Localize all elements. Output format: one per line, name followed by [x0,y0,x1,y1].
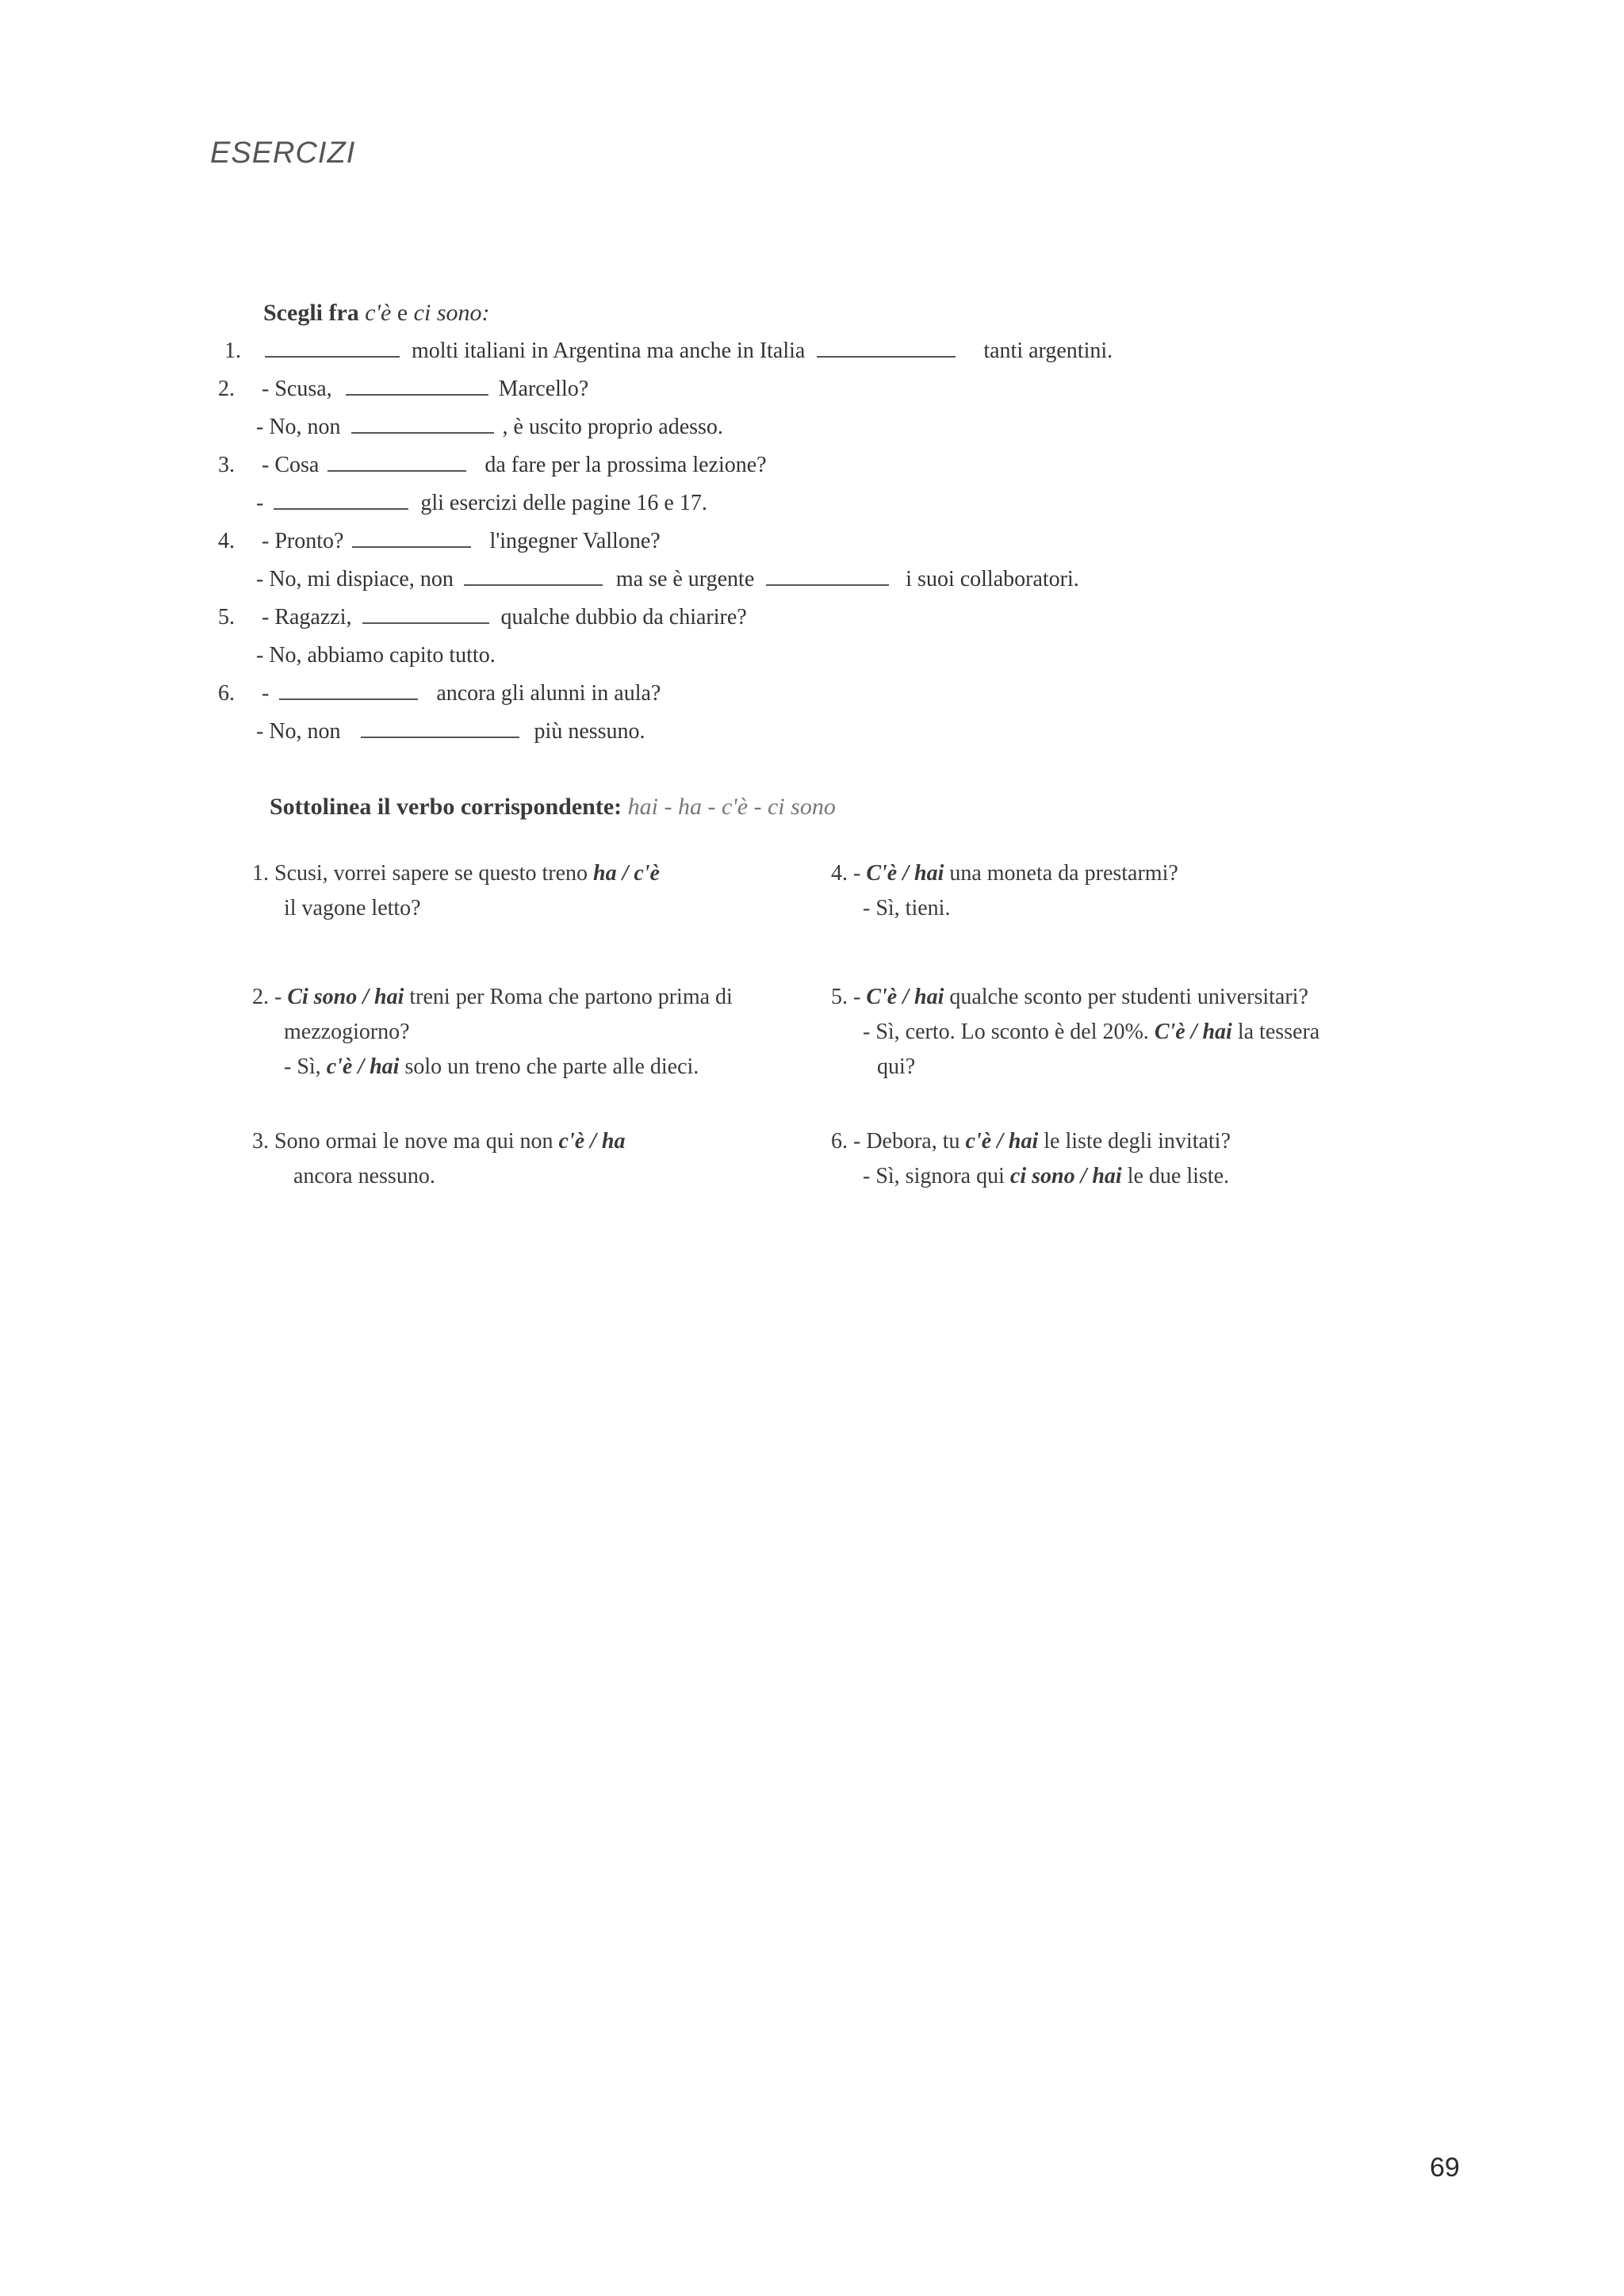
item-number: 2. [218,377,235,401]
item-text: la tessera qui? [877,1020,1320,1079]
exercise2-item-1 [252,856,776,926]
exercise1-line-3 [256,415,723,440]
page-title: ESERCIZI [210,136,356,170]
verb-choice[interactable]: C'è / hai [1154,1020,1232,1044]
exercise1-line-7 [256,567,1079,592]
exercise1-line-6 [218,529,661,554]
item-text: - Sì, [284,1054,321,1079]
section1-heading-text: Scegli fra [263,300,359,326]
item-line-1 [252,980,760,1050]
item-text: 2. - [252,985,282,1009]
item-text: 1. Scusi, vorrei sapere se questo treno [252,861,588,886]
answer-blank[interactable] [351,416,494,434]
answer-blank[interactable] [265,340,400,358]
exercise1-line-8 [218,605,747,630]
item-text: 3. Sono ormai le nove ma qui non [252,1129,553,1154]
line-text: ancora gli alunni in aula? [436,681,661,706]
item-number: 5. [218,605,235,629]
line-text: ma se è urgente [615,567,755,591]
answer-blank[interactable] [327,454,466,472]
item-text: - Sì, certo. Lo sconto è del 20%. [863,1020,1149,1044]
answer-blank[interactable] [274,492,408,510]
section2-heading [270,794,836,821]
verb-choice[interactable]: Ci sono / hai [287,985,404,1009]
answer-blank[interactable] [352,530,471,548]
verb-choice[interactable]: ha / c'è [593,861,660,886]
line-text: - Scusa, [262,377,332,401]
line-text: - Cosa [262,453,320,477]
verb-choice[interactable]: c'è / ha [558,1129,626,1154]
item-number: 1. [224,339,241,363]
line-text: qualche dubbio da chiarire? [500,605,747,629]
item-text: - Sì, tieni. [863,896,951,920]
item-number: 4. [218,529,235,553]
line-text: - No, non [256,719,341,744]
answer-blank[interactable] [362,607,489,624]
exercise1-line-4 [218,453,767,478]
line-text: - Ragazzi, [262,605,352,629]
item-number: 6. [218,681,235,706]
exercise1-line-2 [218,377,588,402]
exercise2-item-3 [252,1124,760,1194]
item-text: 4. - [831,861,861,886]
line-text: i suoi collaboratori. [906,567,1079,591]
exercise1-line-11 [256,719,645,744]
line-text: - [256,491,264,515]
verb-choice[interactable]: ci sono / hai [1009,1164,1122,1188]
answer-blank[interactable] [766,568,889,586]
section2-heading-options: hai - ha - c'è - ci sono [627,794,836,820]
item-line-2 [252,1050,760,1085]
section2-heading-text: Sottolinea il verbo corrispondente: [270,794,622,820]
line-text: , è uscito proprio adesso. [502,415,723,439]
item-text: il vagone letto? [284,896,421,920]
section1-heading [263,300,490,327]
item-text: una moneta da prestarmi? [949,861,1178,886]
item-text: 6. - Debora, tu [831,1129,960,1154]
item-text: 5. - [831,985,861,1009]
line-text: Marcello? [498,377,589,401]
item-line-2 [831,1015,1339,1085]
item-number: 3. [218,453,235,477]
exercise2-item-2 [252,980,760,1085]
item-text: - Sì, signora qui [863,1164,1005,1188]
page-number: 69 [1430,2152,1460,2183]
line-text: gli esercizi delle pagine 16 e 17. [420,491,707,515]
line-text: tanti argentini. [983,339,1113,363]
item-text: le due liste. [1127,1164,1229,1188]
line-text: da fare per la prossima lezione? [485,453,767,477]
item-text: solo un treno che parte alle dieci. [404,1054,699,1079]
line-text: l'ingegner Vallone? [489,529,661,553]
line-text: molti italiani in Argentina ma anche in Italia [412,339,806,363]
line-text: - Pronto? [262,529,344,553]
line-text: - No, mi dispiace, non [256,567,454,591]
answer-blank[interactable] [817,340,956,358]
answer-blank[interactable] [279,683,418,700]
exercise2-item-4 [831,856,1339,926]
line-text: più nessuno. [534,719,645,744]
exercise1-line-1 [224,339,1113,364]
item-text: ancora nessuno. [293,1164,435,1188]
item-line-1 [831,1124,1339,1159]
answer-blank[interactable] [464,568,603,586]
verb-choice[interactable]: c'è / hai [965,1129,1039,1154]
section1-heading-opt2: ci sono: [413,300,490,326]
exercise1-line-9 [256,643,496,668]
item-line-2 [831,1159,1339,1194]
verb-choice[interactable]: C'è / hai [866,985,944,1009]
section1-heading-opt1: c'è [365,300,392,326]
line-text: - [262,681,270,706]
item-text: le liste degli invitati? [1044,1129,1231,1154]
exercise2-item-5 [831,980,1339,1085]
verb-choice[interactable]: c'è / hai [326,1054,400,1079]
item-line-1 [831,980,1339,1015]
verb-choice[interactable]: C'è / hai [866,861,944,886]
answer-blank[interactable] [346,378,488,396]
section1-heading-and: e [396,300,408,326]
answer-blank[interactable] [361,721,519,738]
exercise1-line-5 [256,491,707,516]
line-text: - No, non [256,415,341,439]
exercise2-item-6 [831,1124,1339,1194]
exercise1-line-10 [218,681,661,706]
line-text: - No, abbiamo capito tutto. [256,643,496,668]
item-text: qualche sconto per studenti universitari? [949,985,1308,1009]
item-text: treni per Roma che partono prima di mezzogiorno? [284,985,733,1044]
